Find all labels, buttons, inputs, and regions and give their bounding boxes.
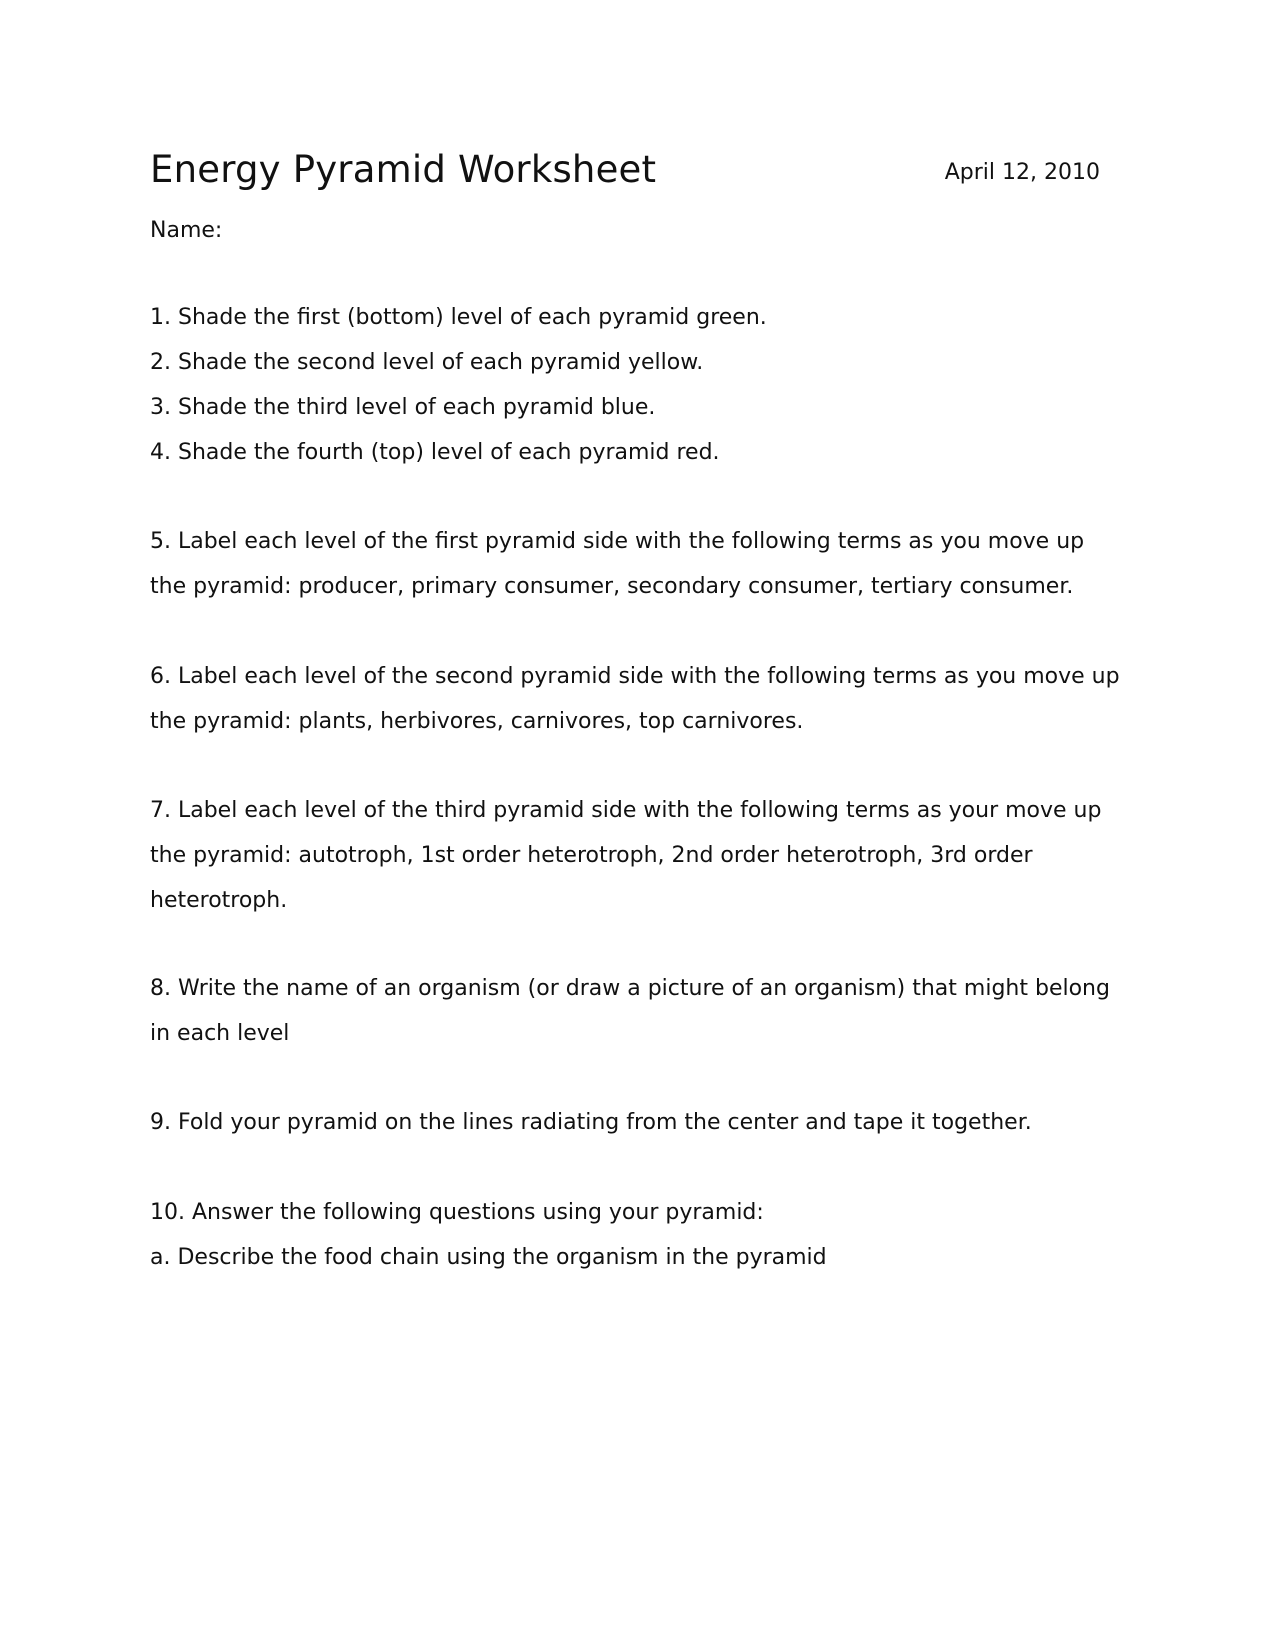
instruction-4: 4. Shade the fourth (top) level of each pyramid red. — [150, 440, 720, 465]
instruction-9: 9. Fold your pyramid on the lines radiating from the center and tape it together. — [150, 1110, 1032, 1135]
instruction-8: 8. Write the name of an organism (or draw a picture of an organism) that might belong in each level — [150, 976, 1110, 1046]
instruction-1: 1. Shade the first (bottom) level of each pyramid green. — [150, 305, 767, 330]
instruction-10a: a. Describe the food chain using the organism in the pyramid — [150, 1245, 827, 1270]
instruction-6: 6. Label each level of the second pyramid side with the following terms as you move up the pyramid: plants, herbivores, carnivores, top carnivores. — [150, 664, 1120, 734]
instruction-2: 2. Shade the second level of each pyramid yellow. — [150, 350, 704, 375]
instruction-5: 5. Label each level of the first pyramid side with the following terms as you move up the pyramid: producer, primary consumer, secondary consumer, tertiary consumer. — [150, 529, 1085, 599]
instruction-7: 7. Label each level of the third pyramid side with the following terms as your move up the pyramid: autotroph, 1st order heterotroph, 2nd order heterotroph, 3rd order heterotroph. — [150, 798, 1102, 913]
instruction-10: 10. Answer the following questions using your pyramid: — [150, 1200, 764, 1225]
instruction-3: 3. Shade the third level of each pyramid blue. — [150, 395, 656, 420]
name-label: Name: — [150, 218, 223, 243]
page-title: Energy Pyramid Worksheet — [150, 148, 657, 191]
worksheet-date: April 12, 2010 — [944, 160, 1100, 185]
